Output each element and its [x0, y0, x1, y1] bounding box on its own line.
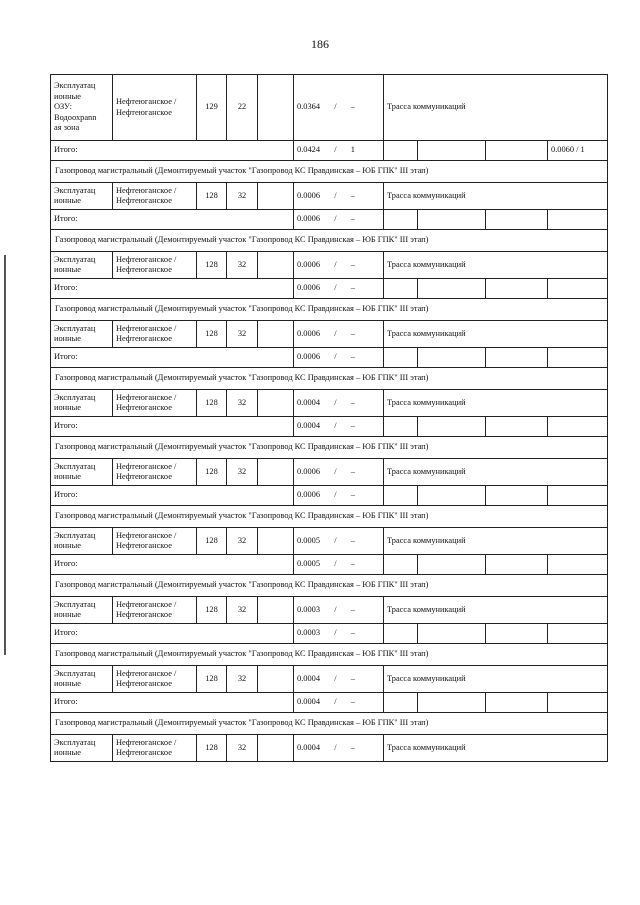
section-number: 22	[227, 75, 258, 140]
area-cell	[294, 555, 384, 574]
area-cell	[294, 597, 384, 623]
column-divider	[417, 555, 418, 574]
empty-cell	[258, 459, 294, 485]
area-dash: –	[350, 102, 355, 112]
total-row	[51, 555, 608, 575]
land-category: Эксплуатац ионные	[51, 735, 113, 761]
total-label: Итого:	[51, 693, 294, 712]
total-row	[51, 141, 608, 161]
total-value	[548, 210, 608, 229]
column-divider	[417, 141, 418, 160]
block-number: 128	[197, 252, 227, 278]
section-header-row	[51, 230, 608, 252]
area-value: 0.0004	[297, 421, 321, 431]
district-name: Нефтеюганское / Нефтеюганское	[113, 252, 197, 278]
area-dash: –	[350, 421, 355, 431]
area-value: 0.0004	[297, 742, 321, 752]
block-number: 128	[197, 390, 227, 416]
empty-cell	[384, 279, 486, 298]
area-separator: /	[334, 214, 337, 224]
area-dash: –	[350, 190, 355, 200]
total-label: Итого:	[51, 417, 294, 436]
area-cell	[294, 417, 384, 436]
area-value: 0.0364	[297, 102, 321, 112]
total-label: Итого:	[51, 141, 294, 160]
land-category: Эксплуатац ионные	[51, 528, 113, 554]
purpose-cell: Трасса коммуникаций	[384, 183, 608, 209]
block-number: 129	[197, 75, 227, 140]
block-number: 128	[197, 183, 227, 209]
area-cell	[294, 183, 384, 209]
block-number: 128	[197, 459, 227, 485]
column-divider	[417, 486, 418, 505]
section-header-row	[51, 437, 608, 459]
area-value: 0.0006	[297, 352, 321, 362]
block-number: 128	[197, 735, 227, 761]
land-category: Эксплуатац ионные	[51, 183, 113, 209]
area-value: 0.0004	[297, 397, 321, 407]
section-header-text: Газопровод магистральный (Демонтируемый участок "Газопровод КС Правдинская – ЮБ ГПК" III этап)	[51, 368, 608, 389]
district-name: Нефтеюганское / Нефтеюганское	[113, 735, 197, 761]
entry-row	[51, 735, 608, 762]
entry-row	[51, 321, 608, 348]
empty-cell	[486, 486, 548, 505]
area-value: 0.0003	[297, 628, 321, 638]
land-category: Эксплуатац ионные	[51, 390, 113, 416]
empty-cell	[258, 75, 294, 140]
section-header-text: Газопровод магистральный (Демонтируемый участок "Газопровод КС Правдинская – ЮБ ГПК" III этап)	[51, 230, 608, 251]
purpose-cell: Трасса коммуникаций	[384, 735, 608, 761]
land-category: Эксплуатац ионные	[51, 252, 113, 278]
area-cell	[294, 735, 384, 761]
section-number: 32	[227, 321, 258, 347]
section-number: 32	[227, 528, 258, 554]
section-number: 32	[227, 666, 258, 692]
area-separator: /	[334, 352, 337, 362]
land-category: Эксплуатац ионные	[51, 597, 113, 623]
area-dash: –	[350, 283, 355, 293]
empty-cell	[258, 528, 294, 554]
area-dash: –	[350, 535, 355, 545]
block-number: 128	[197, 321, 227, 347]
area-cell	[294, 279, 384, 298]
empty-cell	[258, 666, 294, 692]
area-cell	[294, 75, 384, 140]
empty-cell	[486, 348, 548, 367]
area-separator: /	[334, 559, 337, 569]
empty-cell	[384, 141, 486, 160]
area-dash: –	[350, 697, 355, 707]
section-header-row	[51, 644, 608, 666]
area-separator: /	[334, 466, 337, 476]
empty-cell	[258, 390, 294, 416]
area-cell	[294, 624, 384, 643]
area-dash: –	[350, 628, 355, 638]
section-number: 32	[227, 597, 258, 623]
empty-cell	[258, 597, 294, 623]
area-separator: /	[334, 145, 337, 155]
section-number: 32	[227, 459, 258, 485]
block-number: 128	[197, 597, 227, 623]
district-name: Нефтеюганское / Нефтеюганское	[113, 597, 197, 623]
area-separator: /	[334, 102, 337, 112]
total-row	[51, 486, 608, 506]
area-cell	[294, 141, 384, 160]
area-value: 0.0006	[297, 283, 321, 293]
area-dash: –	[350, 397, 355, 407]
purpose-cell: Трасса коммуникаций	[384, 666, 608, 692]
area-cell	[294, 666, 384, 692]
total-value	[548, 693, 608, 712]
empty-cell	[384, 417, 486, 436]
total-label: Итого:	[51, 348, 294, 367]
section-header-text: Газопровод магистральный (Демонтируемый участок "Газопровод КС Правдинская – ЮБ ГПК" III этап)	[51, 299, 608, 320]
area-separator: /	[334, 397, 337, 407]
land-plot-table	[50, 74, 608, 762]
total-label: Итого:	[51, 279, 294, 298]
section-header-row	[51, 299, 608, 321]
section-header-row	[51, 575, 608, 597]
empty-cell	[486, 417, 548, 436]
purpose-cell: Трасса коммуникаций	[384, 459, 608, 485]
section-header-text: Газопровод магистральный (Демонтируемый участок "Газопровод КС Правдинская – ЮБ ГПК" III этап)	[51, 644, 608, 665]
area-dash: –	[350, 559, 355, 569]
area-value: 0.0004	[297, 697, 321, 707]
area-cell	[294, 459, 384, 485]
block-number: 128	[197, 528, 227, 554]
column-divider	[417, 210, 418, 229]
area-value: 0.0006	[297, 490, 321, 500]
empty-cell	[384, 624, 486, 643]
empty-cell	[384, 555, 486, 574]
section-header-text: Газопровод магистральный (Демонтируемый участок "Газопровод КС Правдинская – ЮБ ГПК" III этап)	[51, 161, 608, 182]
section-header-text: Газопровод магистральный (Демонтируемый участок "Газопровод КС Правдинская – ЮБ ГПК" III этап)	[51, 506, 608, 527]
area-dash: –	[350, 490, 355, 500]
land-category: Эксплуатац ионные	[51, 459, 113, 485]
area-dash: –	[350, 259, 355, 269]
area-value: 0.0424	[297, 145, 321, 155]
area-separator: /	[334, 673, 337, 683]
area-value: 0.0006	[297, 190, 321, 200]
area-cell	[294, 210, 384, 229]
area-separator: /	[334, 697, 337, 707]
area-cell	[294, 321, 384, 347]
area-cell	[294, 528, 384, 554]
area-cell	[294, 390, 384, 416]
purpose-cell: Трасса коммуникаций	[384, 390, 608, 416]
purpose-cell: Трасса коммуникаций	[384, 321, 608, 347]
area-value: 0.0006	[297, 328, 321, 338]
district-name: Нефтеюганское / Нефтеюганское	[113, 183, 197, 209]
district-name: Нефтеюганское / Нефтеюганское	[113, 666, 197, 692]
area-separator: /	[334, 628, 337, 638]
empty-cell	[486, 141, 548, 160]
empty-cell	[384, 348, 486, 367]
empty-cell	[486, 624, 548, 643]
section-header-text: Газопровод магистральный (Демонтируемый участок "Газопровод КС Правдинская – ЮБ ГПК" III этап)	[51, 437, 608, 458]
area-dash: –	[350, 604, 355, 614]
area-separator: /	[334, 742, 337, 752]
area-separator: /	[334, 328, 337, 338]
entry-row	[51, 252, 608, 279]
area-cell	[294, 693, 384, 712]
area-separator: /	[334, 535, 337, 545]
area-value: 0.0005	[297, 559, 321, 569]
empty-cell	[486, 555, 548, 574]
purpose-cell: Трасса коммуникаций	[384, 597, 608, 623]
purpose-cell: Трасса коммуникаций	[384, 75, 608, 140]
land-category: Эксплуатац ионные	[51, 321, 113, 347]
area-dash: –	[350, 742, 355, 752]
total-row	[51, 210, 608, 230]
area-value: 0.0006	[297, 214, 321, 224]
total-value	[548, 348, 608, 367]
total-row	[51, 624, 608, 644]
column-divider	[417, 693, 418, 712]
district-name: Нефтеюганское / Нефтеюганское	[113, 75, 197, 140]
section-number: 32	[227, 390, 258, 416]
empty-cell	[258, 735, 294, 761]
empty-cell	[486, 693, 548, 712]
block-number: 128	[197, 666, 227, 692]
area-dash: 1	[350, 145, 355, 155]
area-dash: –	[350, 352, 355, 362]
section-number: 32	[227, 183, 258, 209]
total-value	[548, 624, 608, 643]
section-header-row	[51, 713, 608, 735]
land-category: Эксплуатац ионные	[51, 666, 113, 692]
total-label: Итого:	[51, 555, 294, 574]
total-row	[51, 348, 608, 368]
total-value: 0.0060 / 1	[548, 141, 608, 160]
area-value: 0.0006	[297, 466, 321, 476]
entry-row	[51, 390, 608, 417]
empty-cell	[384, 486, 486, 505]
total-value	[548, 417, 608, 436]
area-value: 0.0005	[297, 535, 321, 545]
area-cell	[294, 252, 384, 278]
area-separator: /	[334, 490, 337, 500]
total-label: Итого:	[51, 624, 294, 643]
purpose-cell: Трасса коммуникаций	[384, 528, 608, 554]
area-dash: –	[350, 328, 355, 338]
total-value	[548, 486, 608, 505]
entry-row	[51, 528, 608, 555]
area-value: 0.0006	[297, 259, 321, 269]
area-separator: /	[334, 604, 337, 614]
column-divider	[417, 624, 418, 643]
area-dash: –	[350, 673, 355, 683]
district-name: Нефтеюганское / Нефтеюганское	[113, 528, 197, 554]
entry-row	[51, 666, 608, 693]
area-value: 0.0004	[297, 673, 321, 683]
purpose-cell: Трасса коммуникаций	[384, 252, 608, 278]
entry-row	[51, 459, 608, 486]
page-number: 186	[311, 37, 329, 51]
entry-row	[51, 75, 608, 141]
section-header-row	[51, 161, 608, 183]
area-dash: –	[350, 466, 355, 476]
column-divider	[417, 279, 418, 298]
area-value: 0.0003	[297, 604, 321, 614]
section-header-row	[51, 506, 608, 528]
district-name: Нефтеюганское / Нефтеюганское	[113, 321, 197, 347]
total-label: Итого:	[51, 210, 294, 229]
district-name: Нефтеюганское / Нефтеюганское	[113, 459, 197, 485]
land-category: Эксплуатац ионные ОЗУ: Водоохрann ая зона	[51, 75, 113, 140]
empty-cell	[486, 279, 548, 298]
total-row	[51, 279, 608, 299]
entry-row	[51, 183, 608, 210]
empty-cell	[384, 210, 486, 229]
empty-cell	[384, 693, 486, 712]
area-separator: /	[334, 259, 337, 269]
area-cell	[294, 348, 384, 367]
scan-margin-line	[4, 255, 6, 655]
area-dash: –	[350, 214, 355, 224]
total-value	[548, 555, 608, 574]
column-divider	[417, 348, 418, 367]
total-row	[51, 417, 608, 437]
empty-cell	[258, 252, 294, 278]
empty-cell	[486, 210, 548, 229]
section-header-row	[51, 368, 608, 390]
total-value	[548, 279, 608, 298]
column-divider	[417, 417, 418, 436]
empty-cell	[258, 183, 294, 209]
section-number: 32	[227, 735, 258, 761]
entry-row	[51, 597, 608, 624]
total-label: Итого:	[51, 486, 294, 505]
section-header-text: Газопровод магистральный (Демонтируемый участок "Газопровод КС Правдинская – ЮБ ГПК" III этап)	[51, 713, 608, 734]
empty-cell	[258, 321, 294, 347]
section-header-text: Газопровод магистральный (Демонтируемый участок "Газопровод КС Правдинская – ЮБ ГПК" III этап)	[51, 575, 608, 596]
total-row	[51, 693, 608, 713]
area-separator: /	[334, 283, 337, 293]
district-name: Нефтеюганское / Нефтеюганское	[113, 390, 197, 416]
area-cell	[294, 486, 384, 505]
area-separator: /	[334, 421, 337, 431]
section-number: 32	[227, 252, 258, 278]
area-separator: /	[334, 190, 337, 200]
